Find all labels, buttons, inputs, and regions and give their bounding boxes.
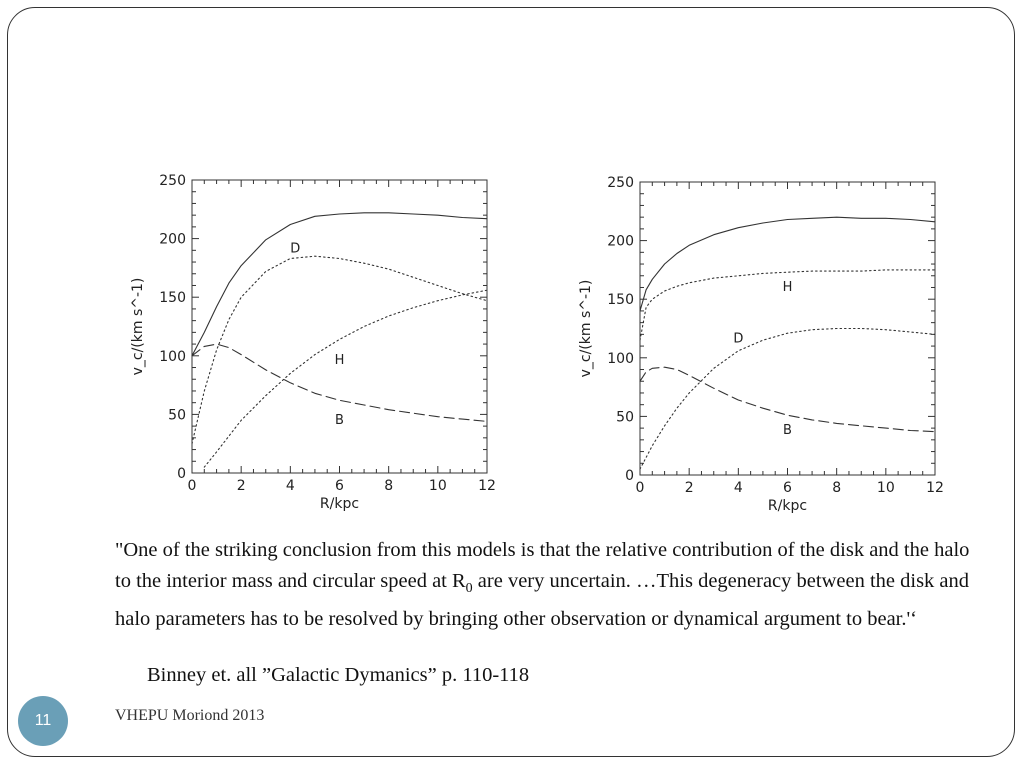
x-tick-label: 4 — [285, 478, 295, 494]
x-tick-label: 2 — [236, 478, 246, 494]
x-tick-label: 12 — [926, 480, 944, 496]
quote-subscript: 0 — [465, 580, 473, 596]
plot-frame — [192, 180, 487, 473]
footer-text: VHEPU Moriond 2013 — [115, 707, 265, 724]
quote-part-2: are very uncertain. …This degeneracy between the disk and halo parameters has to be resolved by bringing other observation or dynamical argument to bear.'‘ — [115, 569, 970, 631]
curve-label-d: D — [290, 241, 301, 257]
y-tick-label: 100 — [159, 348, 186, 365]
x-tick-label: 8 — [832, 480, 842, 496]
x-tick-label: 10 — [428, 478, 447, 494]
slide-number-badge: 11 — [18, 696, 68, 746]
series-line-total — [192, 213, 487, 356]
x-tick-label: 10 — [876, 480, 895, 496]
curve-label-h: H — [334, 353, 345, 369]
x-tick-label: 4 — [733, 480, 743, 496]
x-tick-label: 6 — [335, 478, 344, 494]
y-tick-label: 100 — [607, 350, 634, 367]
rotation-curve-chart-left — [110, 170, 510, 515]
y-tick-label: 50 — [168, 407, 186, 424]
y-tick-label: 0 — [625, 468, 634, 484]
rotation-curve-chart-right — [558, 172, 958, 517]
curve-label-h: H — [782, 279, 793, 295]
y-tick-label: 50 — [616, 409, 634, 426]
citation-text: Binney et. all ”Galactic Dymanics” p. 110-118 — [147, 664, 530, 686]
y-tick-label: 250 — [607, 175, 634, 191]
x-tick-label: 6 — [783, 480, 792, 496]
curve-label-b: B — [335, 412, 344, 428]
curve-label-d: D — [733, 331, 744, 347]
series-line-h — [204, 290, 487, 467]
quote-text — [115, 535, 975, 635]
curve-label-b: B — [783, 422, 792, 438]
y-axis-label: v_c/(km s^-1) — [130, 277, 146, 376]
x-axis-label: R/kpc — [767, 498, 808, 514]
x-axis-label: R/kpc — [319, 496, 360, 512]
y-tick-label: 150 — [159, 290, 186, 307]
x-tick-label: 0 — [635, 480, 645, 496]
series-line-total — [640, 217, 935, 311]
x-tick-label: 2 — [684, 480, 694, 496]
x-tick-label: 12 — [478, 478, 496, 494]
y-tick-label: 200 — [159, 231, 186, 248]
y-axis-label: v_c/(km s^-1) — [578, 279, 594, 378]
quote-part-1: "One of the striking conclusion from this models is that the relative contribution of the disk and the halo to the interior mass and circular speed at R — [115, 539, 970, 592]
y-tick-label: 200 — [607, 233, 634, 250]
y-tick-label: 150 — [607, 292, 634, 309]
y-tick-label: 0 — [177, 466, 186, 482]
x-tick-label: 0 — [187, 478, 197, 494]
x-tick-label: 8 — [384, 478, 394, 494]
y-tick-label: 250 — [159, 173, 186, 189]
series-line-d — [640, 329, 935, 470]
